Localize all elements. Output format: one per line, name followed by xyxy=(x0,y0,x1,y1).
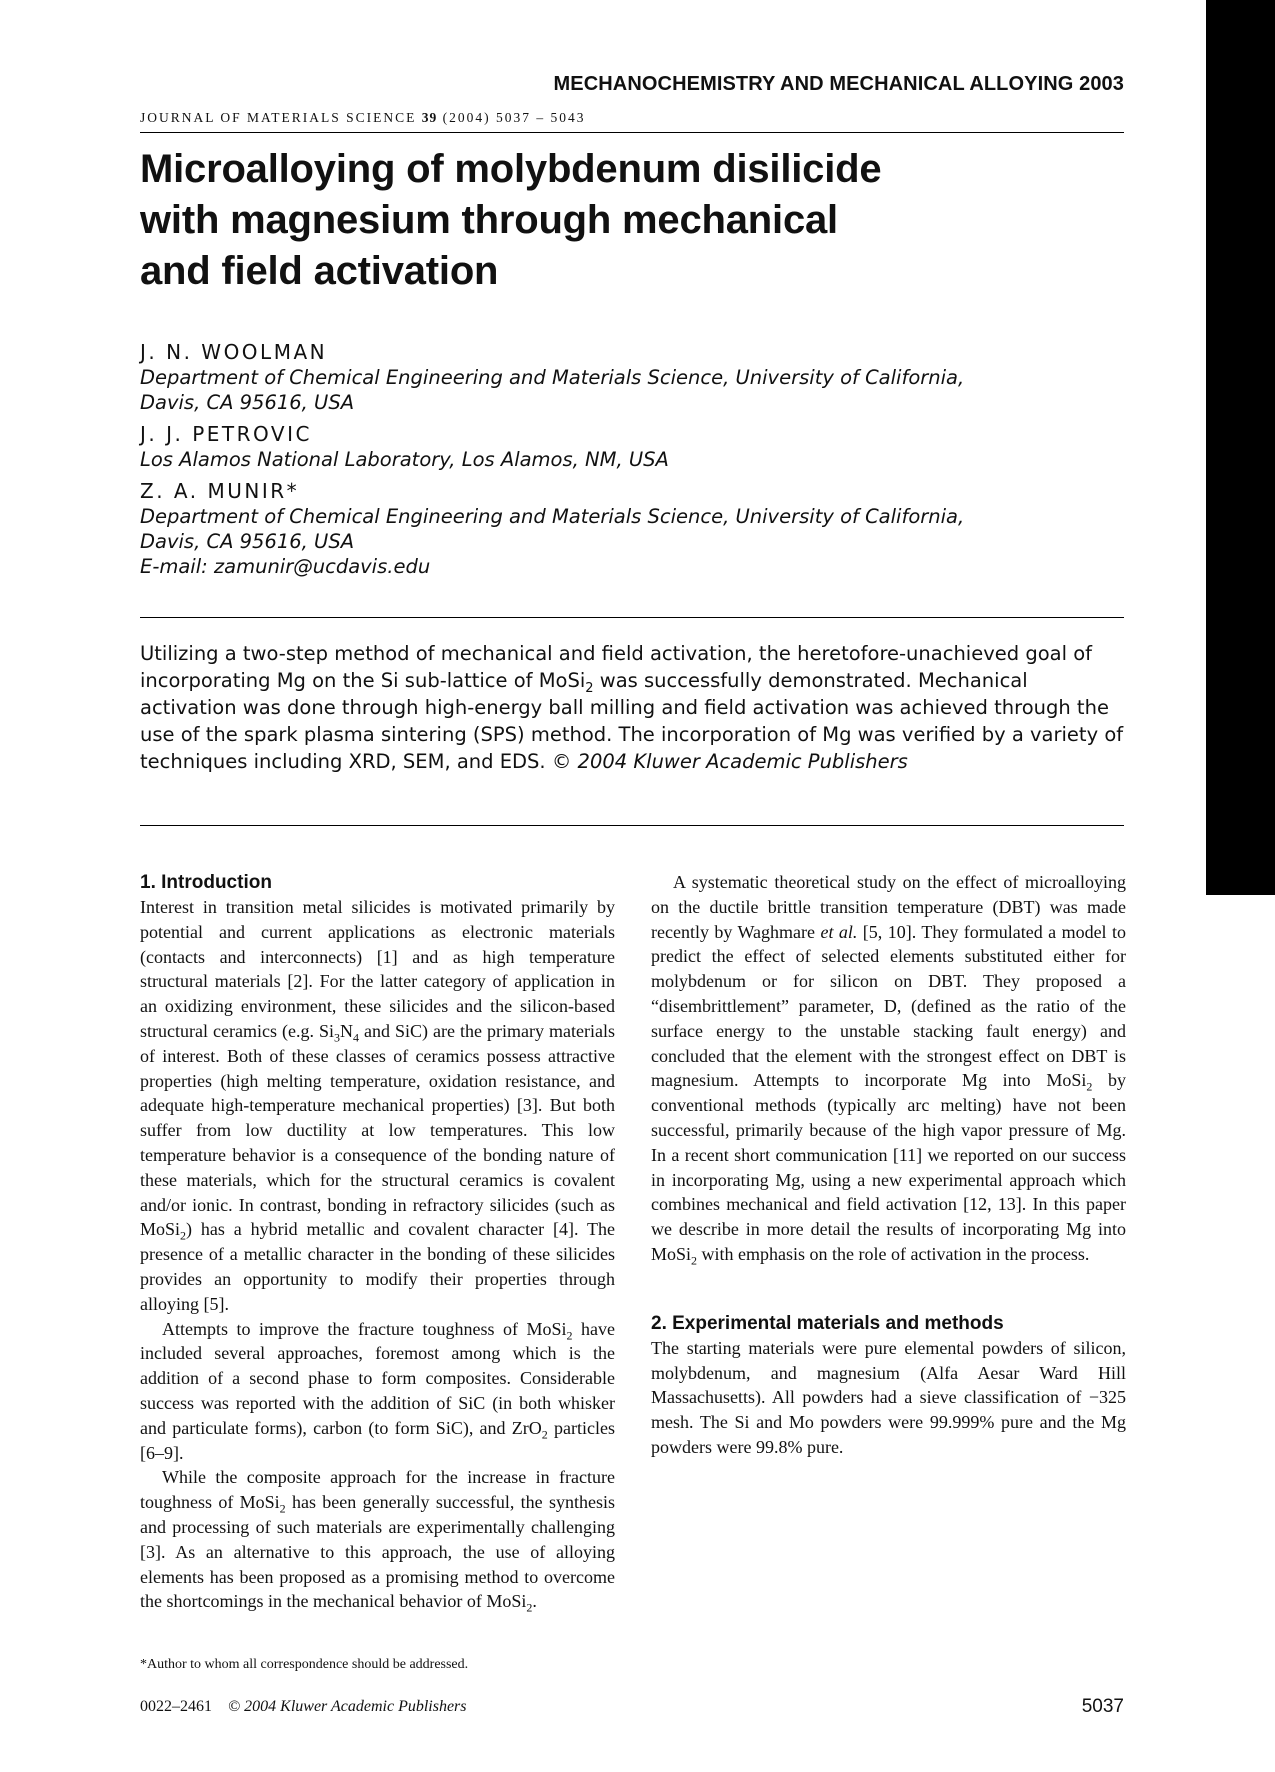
author-name: Z. A. MUNIR* xyxy=(140,479,300,503)
title-line-1: Microalloying of molybdenum disilicide xyxy=(140,147,882,191)
section-heading-introduction: 1. Introduction xyxy=(140,872,272,893)
page-number: 5037 xyxy=(1081,1696,1124,1717)
journal-name: JOURNAL OF MATERIALS SCIENCE xyxy=(140,110,417,125)
abstract-rule-top xyxy=(140,617,1124,618)
paragraph: The starting materials were pure elemental powders of silicon, molybdenum, and magnesium (Alfa Aesar Ward Hill Massachusetts). All powders had a sieve classification of −325 mesh. The Si and Mo powders were 99.999% pure and the Mg powders were 99.8% pure. xyxy=(651,1337,1126,1457)
footnote: *Author to whom all correspondence should be addressed. xyxy=(140,1657,469,1672)
section-heading-experimental: 2. Experimental materials and methods xyxy=(651,1312,1004,1334)
abstract: Utilizing a two-step method of mechanical and field activation, the heretofore-unachieved goal of incorporating Mg on the Si sub-lattice of MoSi$_2$ was successfully demonstrated. Mechanical activation was done through high-energy ball milling and field activation was achieved through the use of the spark plasma sintering (SPS) method. The incorporation of Mg was verified by a variety of techniques including XRD, SEM, and EDS. © 2004 Kluwer Academic Publishers xyxy=(140,642,1124,773)
journal-citation xyxy=(140,110,586,126)
author-block xyxy=(140,479,1120,579)
author-name: J. J. PETROVIC xyxy=(140,422,312,446)
footer-copyright: © 2004 Kluwer Academic Publishers xyxy=(228,1698,467,1715)
title-line-2: with magnesium through mechanical xyxy=(140,198,838,242)
author-block xyxy=(140,340,1120,415)
author-affiliation: Department of Chemical Engineering and Materials Science, University of California, xyxy=(140,505,965,528)
abstract-copyright: © 2004 Kluwer Academic Publishers xyxy=(551,750,908,773)
paragraph: Interest in transition metal silicides is motivated primarily by potential and current applications as electronic materials (contacts and interconnects) [1] and as high temperature structural materials [2]. For the latter category of application in an oxidizing environment, these silicides and the silicon-based structural ceramics (e.g. $Si_3N_4$ and SiC) are the primary materials of interest. Both of these classes of ceramics possess attractive properties (high melting temperature, oxidation resistance, and adequate high-temperature mechanical properties) [3]. But both suffer from low ductility at low temperatures. This low temperature behavior is a consequence of the bonding nature of these materials, which for the structural ceramics is covalent and/or ionic. In contrast, bonding in refractory silicides (such as MoSi$_2$) has a hybrid metallic and covalent character [4]. The presence of a metallic character in the bonding of these silicides provides an opportunity to modify their properties through alloying [5]. xyxy=(140,897,615,1314)
footer-issn: 0022–2461 xyxy=(140,1698,212,1715)
author-name: J. N. WOOLMAN xyxy=(140,340,328,364)
paragraph: While the composite approach for the increase in fracture toughness of MoSi$_2$ has been generally successful, the synthesis and processing of such materials are experimentally challenging [3]. As an alternative to this approach, the use of alloying elements has been proposed as a promising method to overcome the shortcomings in the mechanical behavior of MoSi$_2$. xyxy=(140,1467,615,1615)
body-column-right xyxy=(651,870,1126,1460)
body-column-left xyxy=(140,870,615,1614)
author-list xyxy=(140,340,1120,586)
paragraph: A systematic theoretical study on the effect of microalloying on the ductile brittle transition temperature (DBT) was made recently by Waghmare et al. [5, 10]. They formulated a model to predict the effect of selected elements substituted either for molybdenum or for silicon on DBT. They proposed a “disembrittlement” parameter, D, (defined as the ratio of the surface energy to the unstable stacking fault energy) and concluded that the element with the strongest effect on DBT is magnesium. Attempts to incorporate Mg into MoSi$_2$ by conventional methods (typically arc melting) have not been successful, primarily because of the high vapor pressure of Mg. In a recent short communication [11] we reported on our success in incorporating Mg, using a new experimental approach which combines mechanical and field activation [12, 13]. In this paper we describe in more detail the results of incorporating Mg into MoSi$_2$ with emphasis on the role of activation in the process. xyxy=(651,872,1126,1268)
author-block xyxy=(140,422,1120,472)
footer-issn-copyright xyxy=(140,1698,467,1716)
abstract-rule-bottom xyxy=(140,825,1124,826)
author-email: E-mail: zamunir@ucdavis.edu xyxy=(140,555,431,578)
author-affiliation: Los Alamos National Laboratory, Los Alamos, NM, USA xyxy=(140,448,669,471)
author-affiliation: Department of Chemical Engineering and Materials Science, University of California, xyxy=(140,366,965,389)
header-rule xyxy=(140,132,1124,133)
title-line-3: and field activation xyxy=(140,249,499,293)
paper-title xyxy=(140,144,1040,297)
author-affiliation: Davis, CA 95616, USA xyxy=(140,530,355,553)
journal-volume: 39 xyxy=(421,110,438,125)
author-affiliation: Davis, CA 95616, USA xyxy=(140,391,355,414)
edge-tab xyxy=(1206,0,1275,895)
series-title: MECHANOCHEMISTRY AND MECHANICAL ALLOYING 2003 xyxy=(553,73,1124,95)
paragraph: Attempts to improve the fracture toughness of MoSi$_2$ have included several approaches, foremost among which is the addition of a second phase to form composites. Considerable success was reported with the addition of SiC (in both whisker and particulate forms), carbon (to form SiC), and ZrO$_2$ particles [6–9]. xyxy=(140,1318,616,1463)
journal-year-pages: (2004) 5037 – 5043 xyxy=(442,110,586,125)
